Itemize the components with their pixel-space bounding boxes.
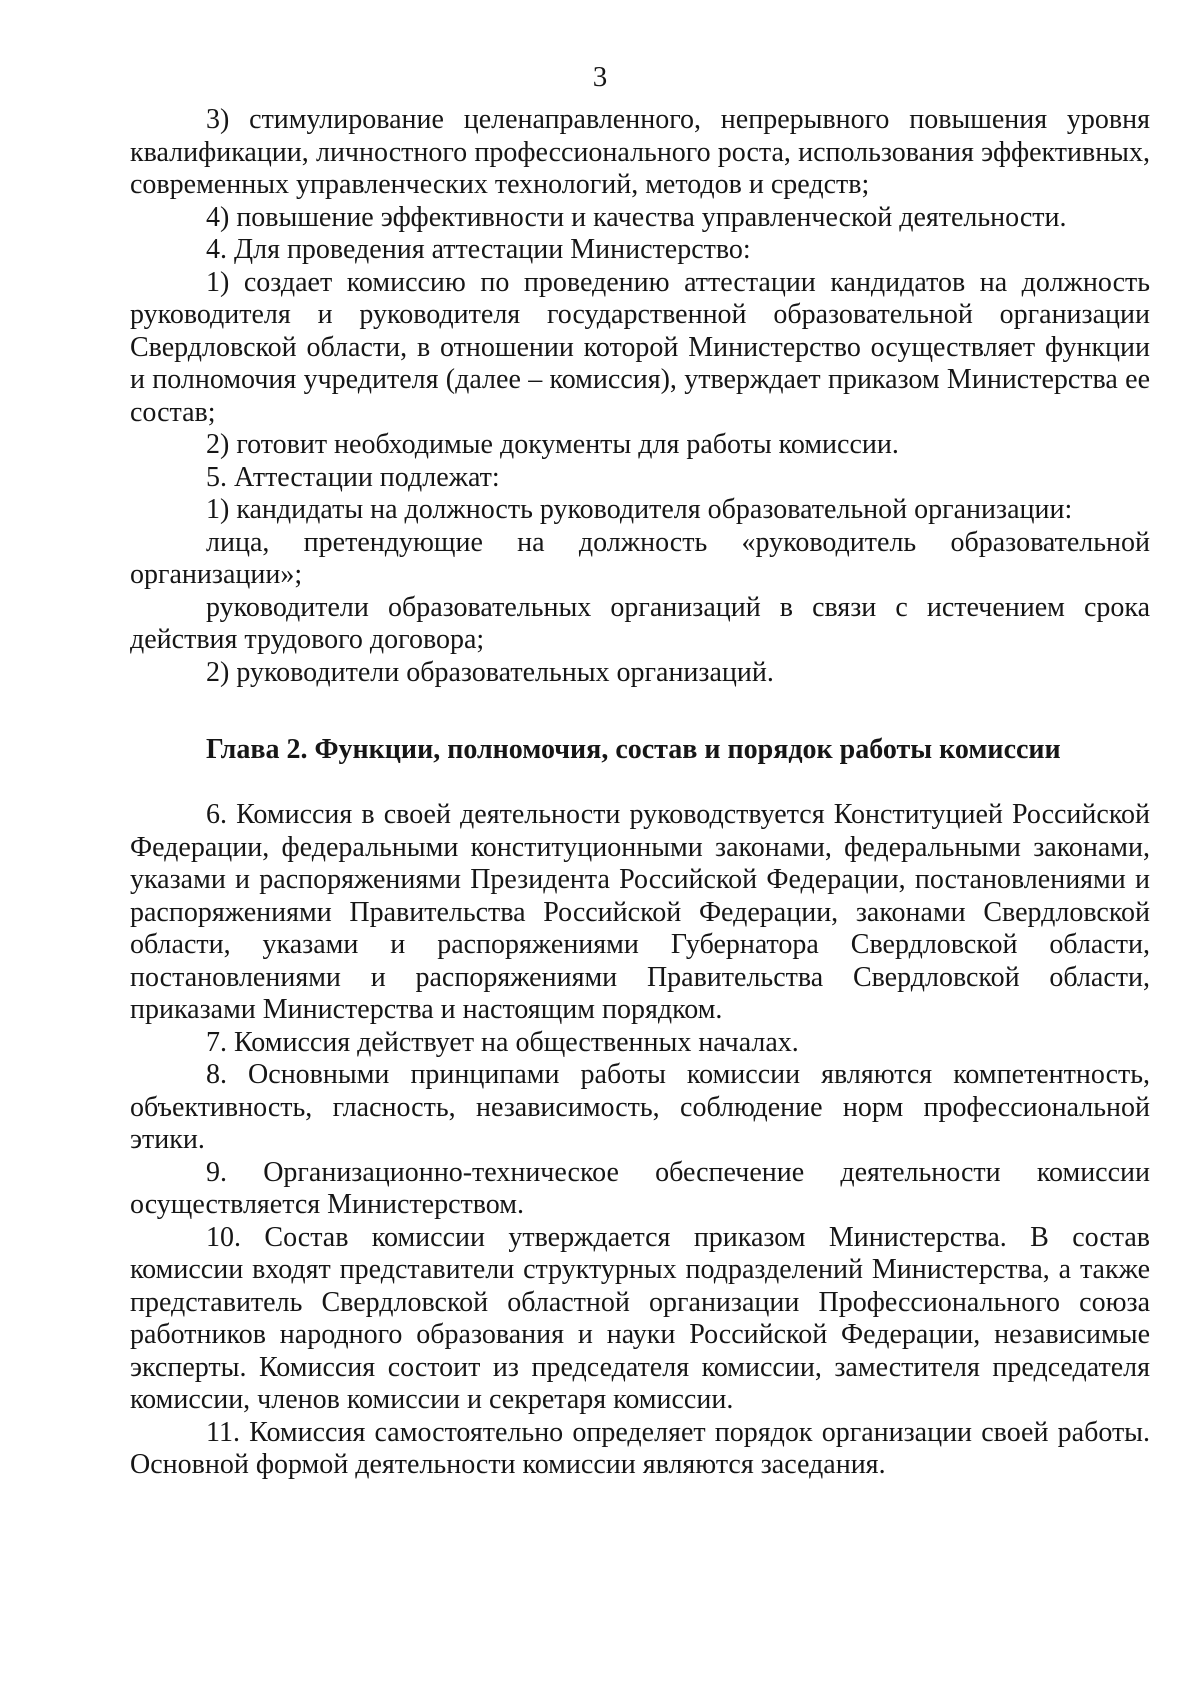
paragraph: 1) создает комиссию по проведению аттестации кандидатов на должность руководителя и руководителя государственной образовательной организации Свердловской области, в отношении которой Министерство осуществляет функции и полномочия учредителя (далее – комиссия), утверждает приказом Министерства ее состав; — [130, 266, 1150, 428]
paragraph: 2) руководители образовательных организаций. — [206, 656, 774, 688]
paragraph: лица, претендующие на должность «руководитель образовательной организации»; — [130, 526, 1150, 590]
paragraph: 6. Комиссия в своей деятельности руководствуется Конституцией Российской Федерации, федеральными конституционными законами, федеральными законами, указами и распоряжениями Президента Российской Федерации, постановлениями и распоряжениями Правительства Российской Федерации, законами Свердловской области, указами и распоряжениями Губернатора Свердловской области, постановлениями и распоряжениями Правительства Свердловской области, приказами Министерства и настоящим порядком. — [130, 799, 1150, 1025]
text-block-before-heading — [130, 104, 1150, 689]
paragraph: 4. Для проведения аттестации Министерство: — [206, 234, 751, 265]
paragraph: руководители образовательных организаций в связи с истечением срока действия трудового договора; — [130, 591, 1150, 655]
paragraph: 5. Аттестации подлежат: — [206, 461, 500, 493]
paragraph: 2) готовит необходимые документы для работы комиссии. — [206, 429, 899, 460]
paragraph: 11. Комиссия самостоятельно определяет порядок организации своей работы. Основной формой деятельности комиссии являются заседания. — [130, 1416, 1150, 1480]
page-number: 3 — [592, 61, 608, 93]
paragraph: 4) повышение эффективности и качества управленческой деятельности. — [206, 201, 1067, 233]
paragraph: 8. Основными принципами работы комиссии являются компетентность, объективность, гласность, независимость, соблюдение норм профессиональной этики. — [130, 1059, 1150, 1155]
paragraph: 9. Организационно-техническое обеспечение деятельности комиссии осуществляется Министерством. — [130, 1156, 1150, 1220]
paragraph: 3) стимулирование целенаправленного, непрерывного повышения уровня квалификации, личностного профессионального роста, использования эффективных, современных управленческих технологий, методов и средств; — [130, 104, 1150, 200]
paragraph: 7. Комиссия действует на общественных началах. — [206, 1026, 799, 1058]
paragraph: 1) кандидаты на должность руководителя образовательной организации: — [206, 494, 1073, 525]
chapter-heading: Глава 2. Функции, полномочия, состав и порядок работы комиссии — [206, 734, 1061, 765]
text-block-after-heading — [130, 799, 1150, 1482]
paragraph: 10. Состав комиссии утверждается приказом Министерства. В состав комиссии входят представители структурных подразделений Министерства, а также представитель Свердловской областной организации Профессионального союза работников народного образования и науки Российской Федерации, независимые эксперты. Комиссия состоит из председателя комиссии, заместителя председателя комиссии, членов комиссии и секретаря комиссии. — [130, 1221, 1150, 1415]
